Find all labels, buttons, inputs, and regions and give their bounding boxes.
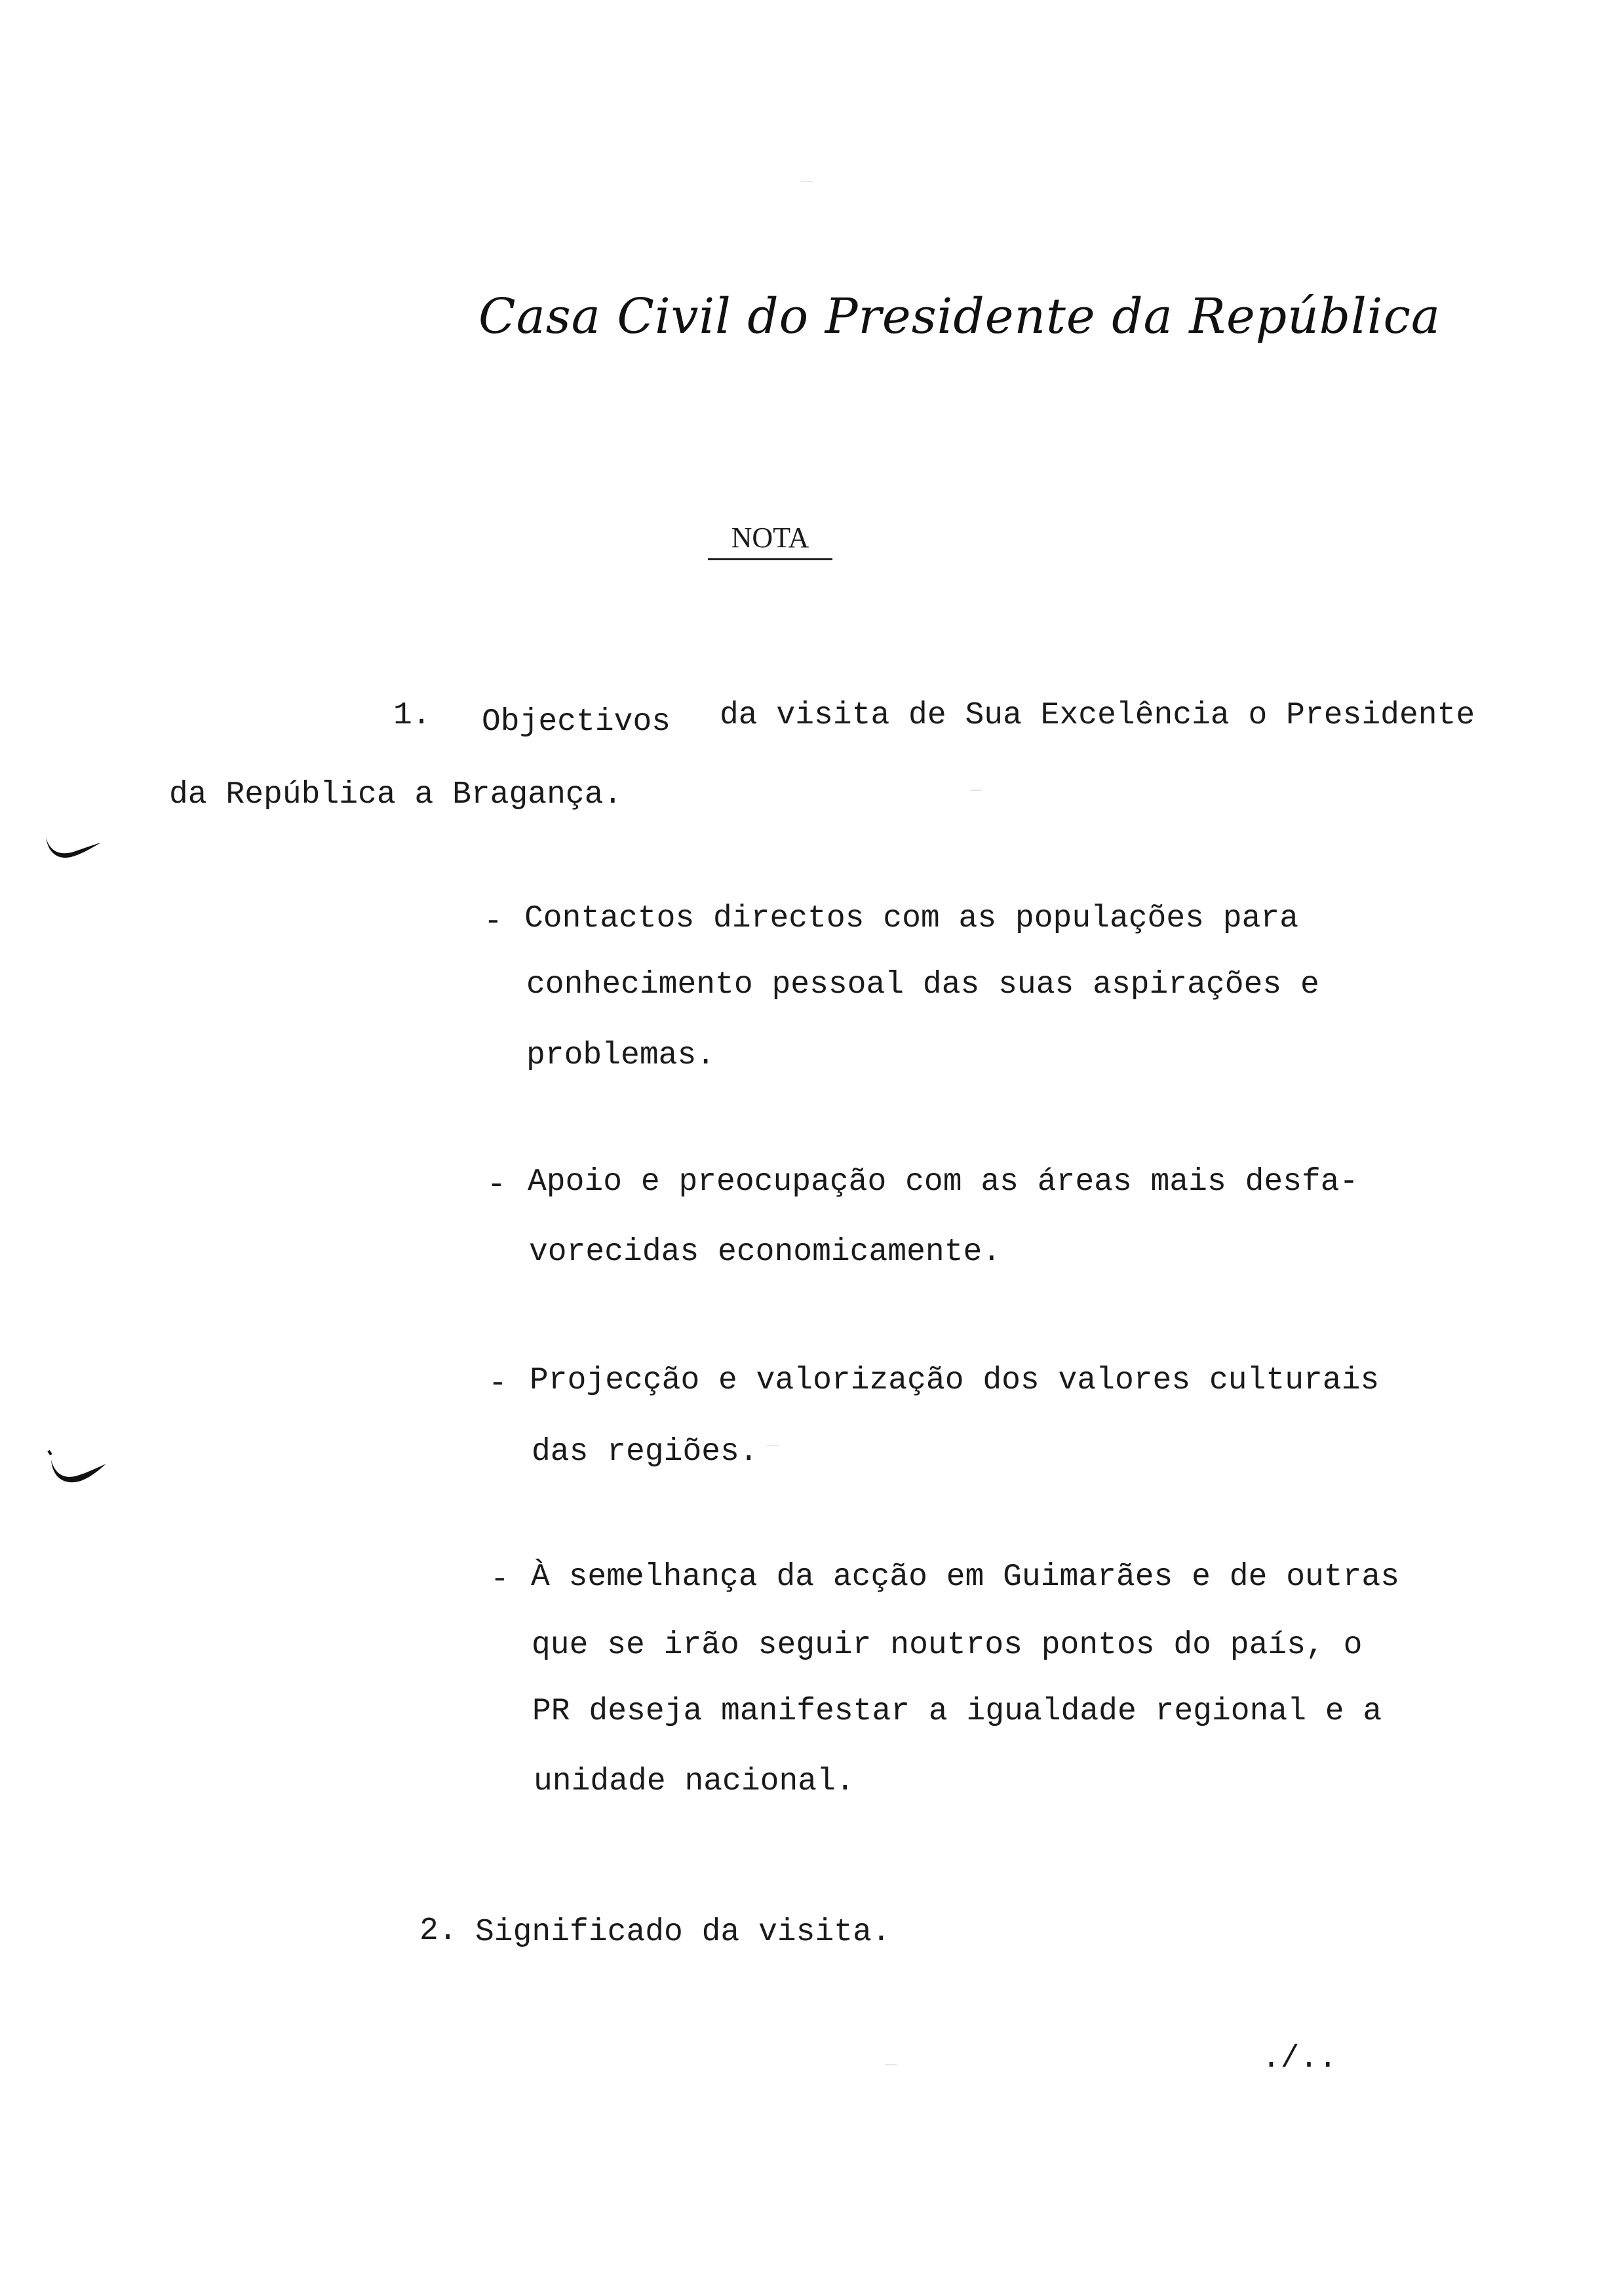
bullet-1-line-2: conhecimento pessoal das suas aspirações e bbox=[526, 967, 1319, 1003]
letterhead: Casa Civil do Presidente da República bbox=[478, 288, 1441, 345]
bullet-2-line-2: vorecidas economicamente. bbox=[529, 1234, 1002, 1270]
section-1-line-1: da visita de Sua Excelência o Presidente bbox=[720, 698, 1475, 733]
bullet-1-dash: - bbox=[484, 904, 503, 940]
bullet-2-line-1: Apoio e preocupação com as áreas mais desfa- bbox=[528, 1164, 1359, 1200]
check-mark-icon bbox=[45, 1448, 110, 1494]
bullet-4-line-4: unidade nacional. bbox=[534, 1764, 855, 1799]
scan-speck bbox=[970, 790, 982, 791]
bullet-3-line-1: Projecção e valorização dos valores culturais bbox=[530, 1363, 1380, 1398]
scan-speck bbox=[885, 2064, 897, 2065]
page-continuation-marker: ./.. bbox=[1262, 2041, 1338, 2076]
bullet-4-line-2: que se irão seguir noutros pontos do país, o bbox=[532, 1628, 1363, 1663]
bullet-4-line-3: PR deseja manifestar a igualdade regional e a bbox=[532, 1694, 1382, 1729]
check-mark-icon bbox=[41, 832, 106, 871]
section-2-title: Significado da visita. bbox=[475, 1915, 891, 1950]
section-2-number: 2. bbox=[419, 1913, 457, 1949]
section-1-title-word: Objectivos bbox=[482, 704, 671, 740]
scan-speck bbox=[767, 1445, 779, 1446]
bullet-1-line-1: Contactos directos com as populações para bbox=[524, 901, 1298, 936]
bullet-3-dash: - bbox=[488, 1366, 507, 1402]
bullet-4-dash: - bbox=[490, 1562, 509, 1598]
bullet-1-line-3: problemas. bbox=[526, 1038, 716, 1073]
document-heading: NOTA bbox=[708, 521, 832, 560]
bullet-4-line-1: À semelhança da acção em Guimarães e de outras bbox=[531, 1559, 1400, 1595]
bullet-3-line-2: das regiões. bbox=[532, 1434, 758, 1470]
bullet-2-dash: - bbox=[487, 1168, 506, 1203]
scan-speck bbox=[801, 181, 813, 182]
section-1-number: 1. bbox=[393, 698, 431, 733]
section-1-line-2: da República a Bragança. bbox=[169, 777, 623, 813]
